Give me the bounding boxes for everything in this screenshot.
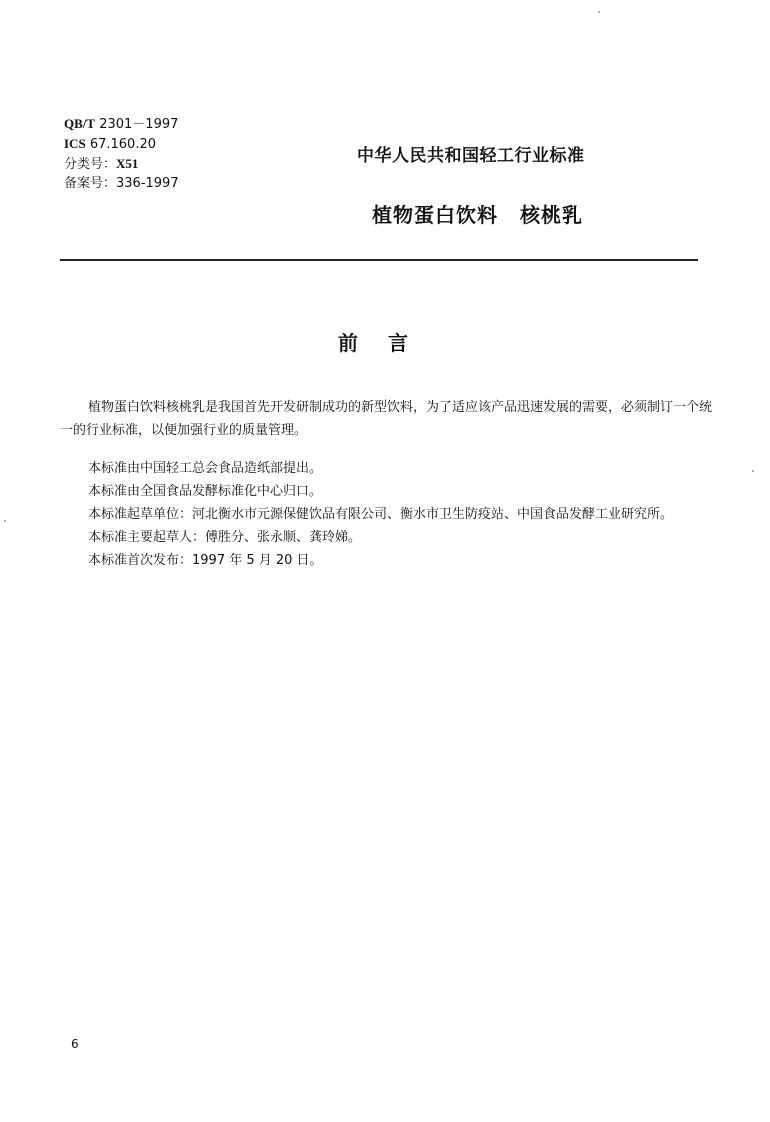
drafters-paragraph: 本标准主要起草人：傅胜分、张永顺、龚玲娣。 — [88, 530, 362, 545]
centralized-by-paragraph: 本标准由全国食品发酵标准化中心归口。 — [88, 484, 323, 499]
category-code: 分类号：X51 — [64, 156, 139, 172]
standard-code: QB/T 2301－1997 — [64, 116, 179, 132]
scan-speck — [598, 11, 600, 13]
page-number: 6 — [71, 1037, 79, 1051]
section-heading-foreword: 前 言 — [338, 331, 408, 355]
drafting-units-paragraph: 本标准起草单位：河北衡水市元源保健饮品有限公司、衡水市卫生防疫站、中国食品发酵工业研究所。 — [88, 507, 674, 522]
issuing-authority-title: 中华人民共和国轻工行业标准 — [357, 146, 585, 166]
header-divider — [60, 259, 698, 261]
foreword-body — [60, 396, 712, 572]
proposed-by-paragraph: 本标准由中国轻工总会食品造纸部提出。 — [88, 461, 323, 476]
intro-paragraph: 植物蛋白饮料核桃乳是我国首先开发研制成功的新型饮料，为了适应该产品迅速发展的需要，必须制订一个统一的行业标准，以便加强行业的质量管理。 — [60, 400, 713, 438]
record-number: 备案号：336-1997 — [64, 176, 179, 191]
scan-speck — [752, 470, 754, 472]
document-title: 植物蛋白饮料 核桃乳 — [372, 203, 583, 227]
standard-metadata — [64, 114, 179, 193]
first-release-paragraph: 本标准首次发布：1997 年 5 月 20 日。 — [88, 553, 323, 568]
scan-speck — [4, 520, 6, 522]
ics-code: ICS 67.160.20 — [64, 136, 156, 152]
